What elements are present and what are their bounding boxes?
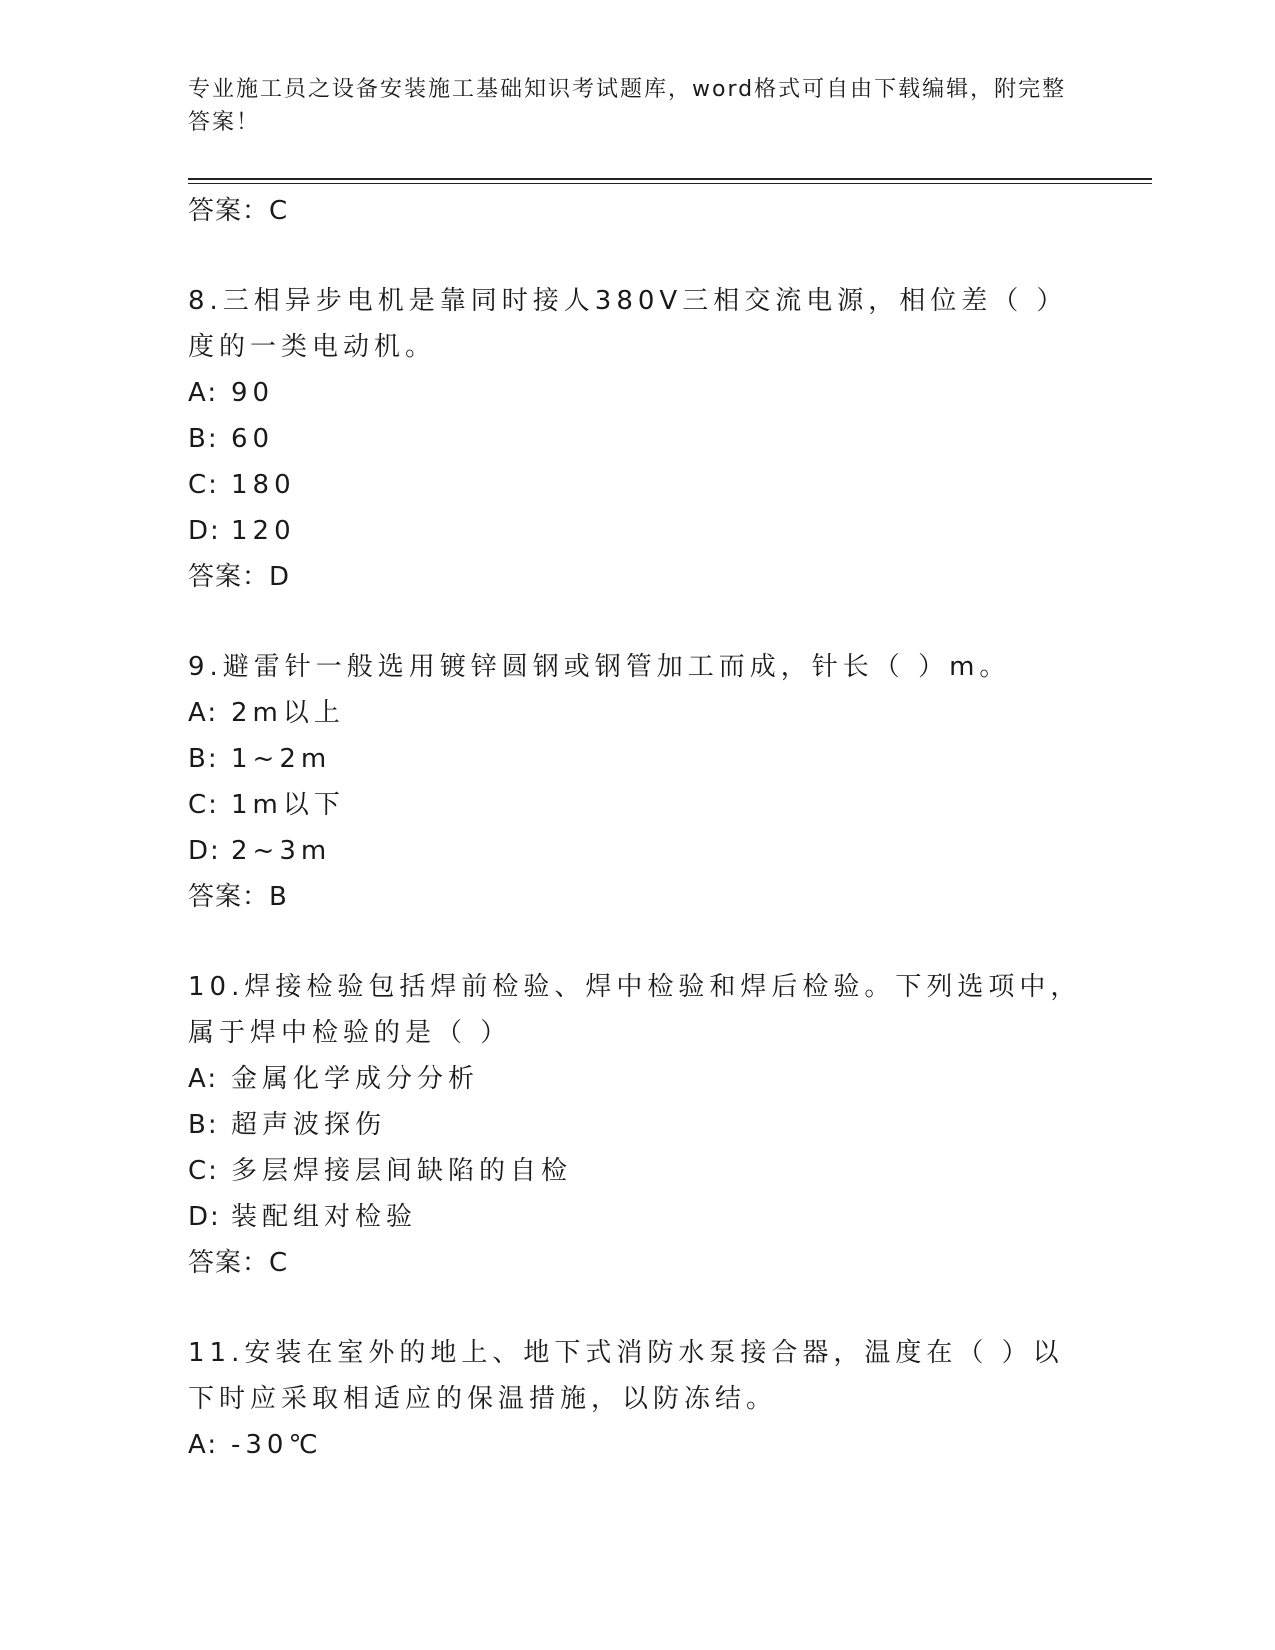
answer-line: 答案：B <box>188 882 288 912</box>
option-d <box>188 828 1088 874</box>
option-c <box>188 782 1088 828</box>
option-key: B: <box>188 1110 219 1140</box>
option-key: D: <box>188 836 221 866</box>
option-key: B: <box>188 424 219 454</box>
option-text: 180 <box>231 470 296 500</box>
option-a <box>188 690 1088 736</box>
option-b <box>188 736 1088 782</box>
option-text: 金属化学成分分析 <box>231 1064 480 1094</box>
header-divider-thick <box>188 178 1152 180</box>
option-key: B: <box>188 744 219 774</box>
option-d <box>188 1194 1088 1240</box>
question-9 <box>188 644 1088 920</box>
option-key: D: <box>188 1202 221 1232</box>
question-stem: 11.安装在室外的地上、地下式消防水泵接合器，温度在（ ）以下时应采取相适应的保温措施，以防冻结。 <box>188 1338 1064 1414</box>
page-header: 专业施工员之设备安装施工基础知识考试题库，word格式可自由下载编辑，附完整答案！ <box>188 77 1067 135</box>
option-c <box>188 1148 1088 1194</box>
option-key: C: <box>188 790 219 820</box>
option-text: -30℃ <box>231 1430 323 1460</box>
option-d <box>188 508 1088 554</box>
option-text: 装配组对检验 <box>231 1202 418 1232</box>
option-text: 60 <box>231 424 275 454</box>
option-text: 1~2m <box>231 744 332 774</box>
option-text: 多层焊接层间缺陷的自检 <box>231 1156 573 1186</box>
question-11 <box>188 1330 1088 1468</box>
question-8 <box>188 278 1088 600</box>
option-key: A: <box>188 378 219 408</box>
option-key: A: <box>188 698 219 728</box>
question-10 <box>188 964 1088 1286</box>
option-a <box>188 370 1088 416</box>
option-key: C: <box>188 1156 219 1186</box>
previous-answer: 答案：C <box>188 196 289 226</box>
option-text: 90 <box>231 378 275 408</box>
option-key: C: <box>188 470 219 500</box>
option-c <box>188 462 1088 508</box>
option-text: 120 <box>231 516 296 546</box>
option-key: A: <box>188 1064 219 1094</box>
answer-line: 答案：D <box>188 562 291 592</box>
answer-line: 答案：C <box>188 1248 289 1278</box>
question-stem: 8.三相异步电机是靠同时接人380V三相交流电源，相位差（ ）度的一类电动机。 <box>188 286 1068 362</box>
option-text: 2~3m <box>231 836 332 866</box>
option-key: A: <box>188 1430 219 1460</box>
option-a <box>188 1422 1088 1468</box>
question-stem: 10.焊接检验包括焊前检验、焊中检验和焊后检验。下列选项中，属于焊中检验的是（ ） <box>188 972 1082 1048</box>
option-text: 超声波探伤 <box>231 1110 387 1140</box>
question-list <box>188 188 1088 1468</box>
question-stem: 9.避雷针一般选用镀锌圆钢或钢管加工而成，针长（ ）m。 <box>188 652 1011 682</box>
header-divider-thin <box>188 183 1152 184</box>
option-a <box>188 1056 1088 1102</box>
option-text: 1m以下 <box>231 790 345 820</box>
option-text: 2m以上 <box>231 698 345 728</box>
option-b <box>188 416 1088 462</box>
option-key: D: <box>188 516 221 546</box>
option-b <box>188 1102 1088 1148</box>
